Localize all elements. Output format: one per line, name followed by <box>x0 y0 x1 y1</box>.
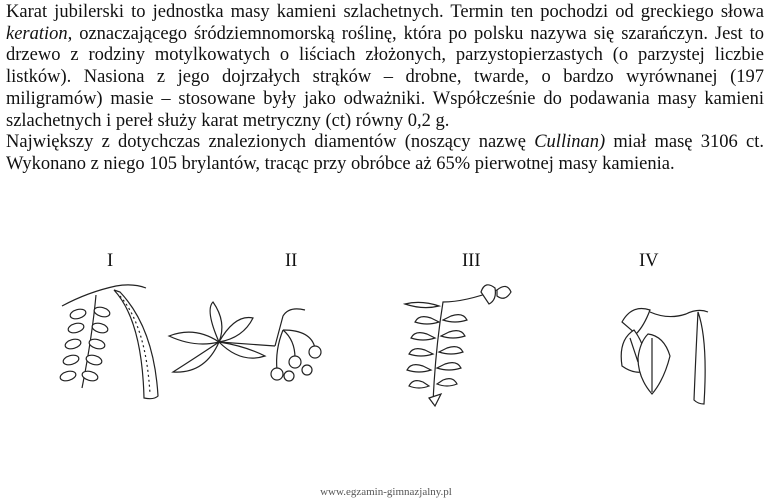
paragraph-cullinan-part1: Największy z dotychczas znalezionych diamentów (noszący nazwę <box>6 132 535 153</box>
paragraph-cullinan <box>6 132 764 175</box>
paragraph-karat <box>6 2 764 132</box>
figure-label-3: III <box>462 251 481 271</box>
figure-label-4: IV <box>639 251 659 271</box>
term-keration: keration, <box>6 23 73 44</box>
footer-url: www.egzamin-gimnazjalny.pl <box>320 486 452 498</box>
figure-label-1: I <box>107 251 114 271</box>
figure-label-2: II <box>285 251 298 271</box>
palmate-leaf-with-flowers-drawing <box>165 300 335 390</box>
paragraph-karat-part1: Karat jubilerski to jednostka masy kamieni szlachetnych. Termin ten pochodzi od greckiego słowa <box>6 2 764 22</box>
heart-shaped-leaves-with-bean-pod-drawing <box>608 300 718 412</box>
paragraph-karat-part2: oznaczającego śródziemnomorską roślinę, która po polsku nazywa się szarańczyn. Jest to drzewo z rodziny motylkowatych o liściach złożonych, parzystopierzastych (o parzystej liczbie listków). Nasiona z jego dojrzałych strąków – drobne, twarde, o bardzo wyrównanej (197 miligramów) masie – stosowane były jako odważniki. Współcześnie do podawania masy kamieni szlachetnych i pereł służy karat metryczny (ct) równy 0,2 g. <box>6 23 764 131</box>
paragraph-cullinan-part2: miał masę 3106 ct. Wykonano z niego 105 brylantów, tracąc przy obróbce aż 65% pierwotnej masy kamienia. <box>6 132 764 174</box>
question-text <box>6 2 764 176</box>
pinnate-leaf-with-pod-drawing <box>58 278 170 408</box>
diamond-name-cullinan: Cullinan) <box>534 132 606 153</box>
odd-pinnate-leaf-with-flower-drawing <box>385 282 515 412</box>
